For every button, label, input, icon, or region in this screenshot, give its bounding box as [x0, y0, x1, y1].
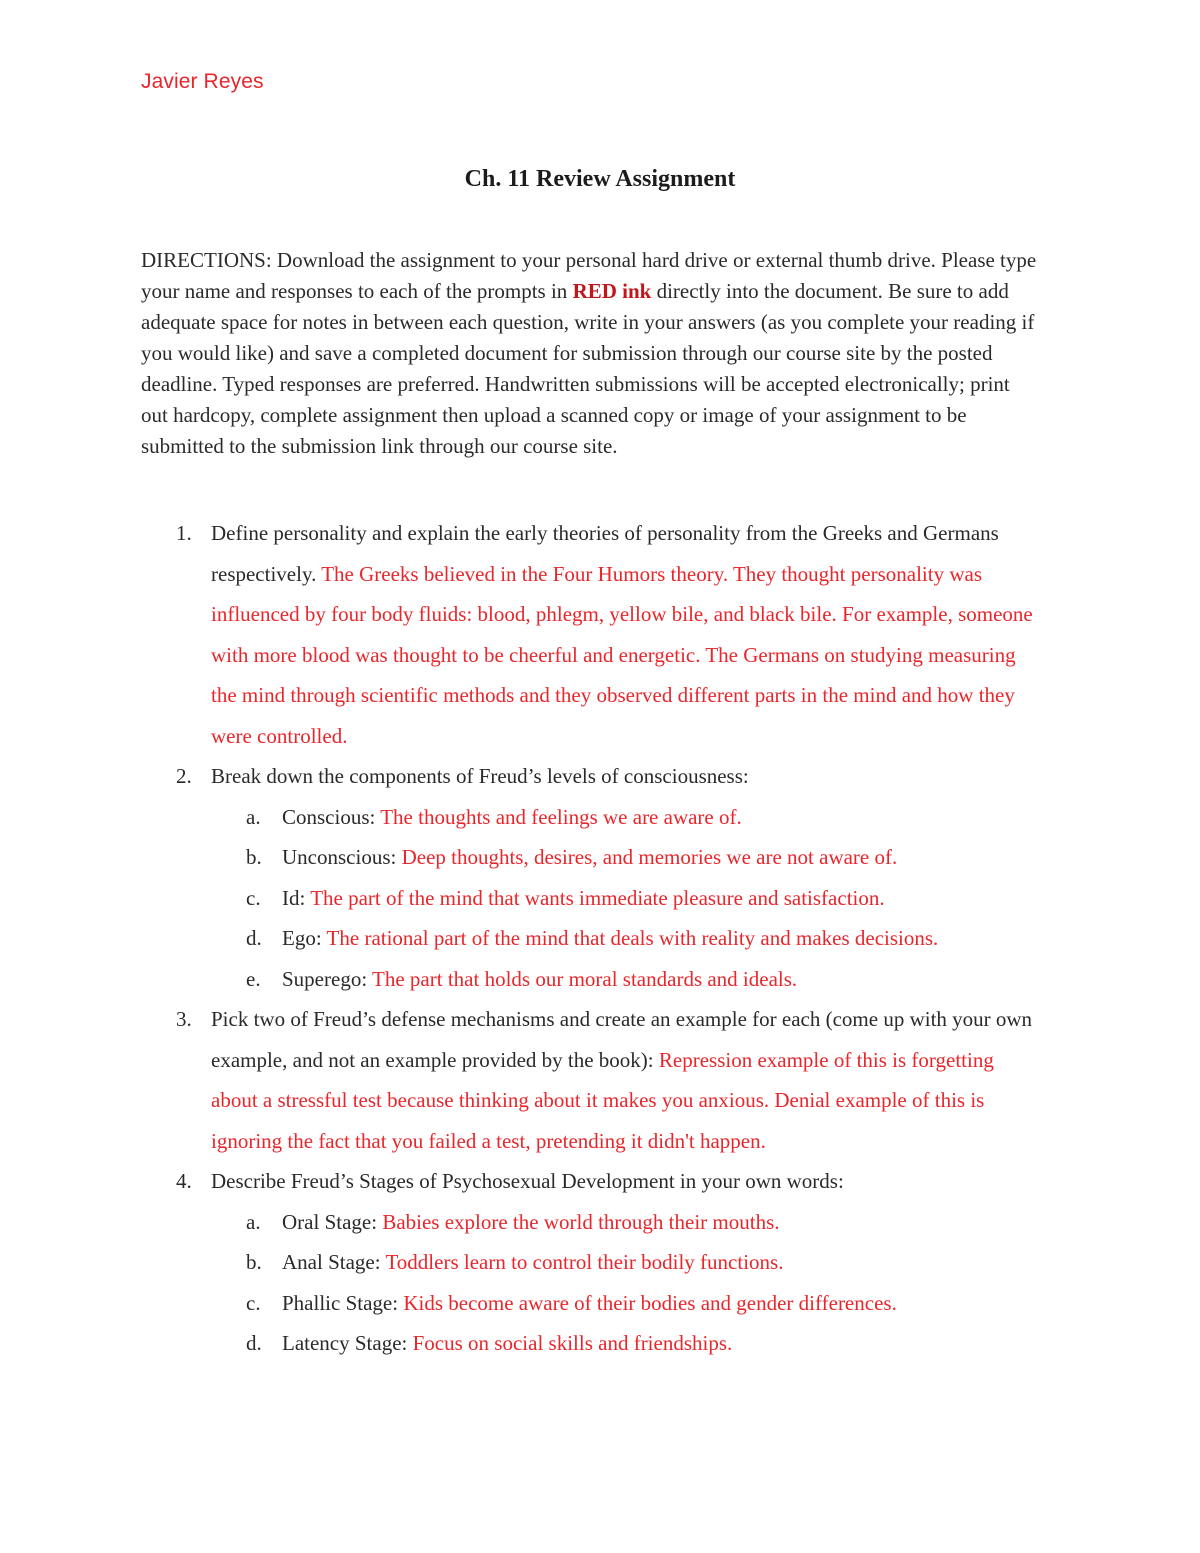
question-prompt: Break down the components of Freud’s levels of consciousness: — [211, 764, 749, 788]
sub-item — [141, 918, 1041, 959]
sub-item-label: Id: — [282, 885, 306, 910]
question-number: 1. — [176, 521, 192, 545]
question-number: 2. — [176, 764, 192, 788]
sub-item-answer: The part of the mind that wants immediate pleasure and satisfaction. — [310, 885, 885, 910]
question-2 — [141, 756, 1041, 797]
sub-item-answer: The thoughts and feelings we are aware of. — [380, 804, 742, 829]
sub-item-answer: Toddlers learn to control their bodily functions. — [385, 1250, 784, 1274]
question-1 — [141, 513, 1041, 756]
sub-item — [141, 1323, 1041, 1364]
directions-paragraph — [141, 245, 1041, 462]
sub-item-letter: a. — [246, 804, 261, 829]
sub-item — [141, 837, 1041, 878]
sub-item-letter: d. — [246, 926, 262, 950]
question-prompt: Pick two of Freud’s defense mechanisms and create an example for each (come up with your own example, and not an example provided by the book): — [211, 1007, 1033, 1072]
sub-item-answer: Babies explore the world through their mouths. — [382, 1209, 780, 1234]
sub-item-label: Conscious: — [282, 804, 376, 829]
sub-item — [141, 959, 1041, 1000]
sub-item-label: Latency Stage: — [282, 1331, 408, 1355]
sub-item-answer: Focus on social skills and friendships. — [412, 1331, 733, 1355]
sub-item — [141, 878, 1041, 919]
directions-emphasis: RED ink — [572, 279, 652, 303]
question-number: 3. — [176, 1007, 192, 1031]
sub-item — [141, 1283, 1041, 1324]
sub-item-letter: a. — [246, 1209, 261, 1234]
question-prompt: Define personality and explain the early theories of personality from the Greeks and Germans respectively. — [211, 521, 999, 586]
sub-item-letter: e. — [246, 966, 261, 991]
question-prompt: Describe Freud’s Stages of Psychosexual Development in your own words: — [211, 1169, 844, 1193]
sub-item-label: Oral Stage: — [282, 1209, 378, 1234]
sub-item-letter: c. — [246, 885, 261, 910]
page-title: Ch. 11 Review Assignment — [464, 166, 736, 192]
sub-item-letter: b. — [246, 845, 262, 869]
question-answer: The Greeks believed in the Four Humors theory. They thought personality was influenced by four body fluids: blood, phlegm, yellow bile, and black bile. For example, someone with more blood was thought to be cheerful and energetic. The Germans on studying measuring the mind through scientific methods and they observed different parts in the mind and how they were controlled. — [211, 561, 1033, 748]
sub-item-answer: The part that holds our moral standards and ideals. — [372, 966, 798, 991]
sub-item-letter: d. — [246, 1331, 262, 1355]
sub-item-letter: c. — [246, 1290, 261, 1315]
sub-item-letter: b. — [246, 1250, 262, 1274]
sub-item-label: Phallic Stage: — [282, 1290, 399, 1315]
question-answer: Repression example of this is forgetting about a stressful test because thinking about it makes you anxious. Denial example of this is ignoring the fact that you failed a test, pretending it didn't happen. — [211, 1047, 994, 1153]
question-number: 4. — [176, 1169, 192, 1193]
sub-item — [141, 797, 1041, 838]
directions-text-before: DIRECTIONS: Download the assignment to your personal hard drive or external thumb drive. Please type your name and responses to each of the prompts in — [141, 248, 1037, 303]
sub-item-label: Unconscious: — [282, 845, 397, 869]
sub-item-answer: Deep thoughts, desires, and memories we are not aware of. — [401, 845, 898, 869]
directions-text-after: directly into the document. Be sure to add adequate space for notes in between each question, write in your answers (as you complete your reading if you would like) and save a completed document for submission through our course site by the posted deadline. Typed responses are preferred. Handwritten submissions will be accepted electronically; print out hardcopy, complete assignment then upload a scanned copy or image of your assignment to be submitted to the submission link through our course site. — [141, 279, 1035, 458]
question-list — [141, 513, 1041, 1364]
sub-item — [141, 1202, 1041, 1243]
sub-item — [141, 1242, 1041, 1283]
author-name: Javier Reyes — [141, 70, 264, 93]
sub-item-answer: The rational part of the mind that deals with reality and makes decisions. — [326, 926, 939, 950]
sub-item-label: Superego: — [282, 966, 368, 991]
sub-item-label: Ego: — [282, 926, 322, 950]
sub-item-label: Anal Stage: — [282, 1250, 381, 1274]
question-3 — [141, 999, 1041, 1161]
question-4 — [141, 1161, 1041, 1202]
sub-item-answer: Kids become aware of their bodies and gender differences. — [403, 1290, 897, 1315]
